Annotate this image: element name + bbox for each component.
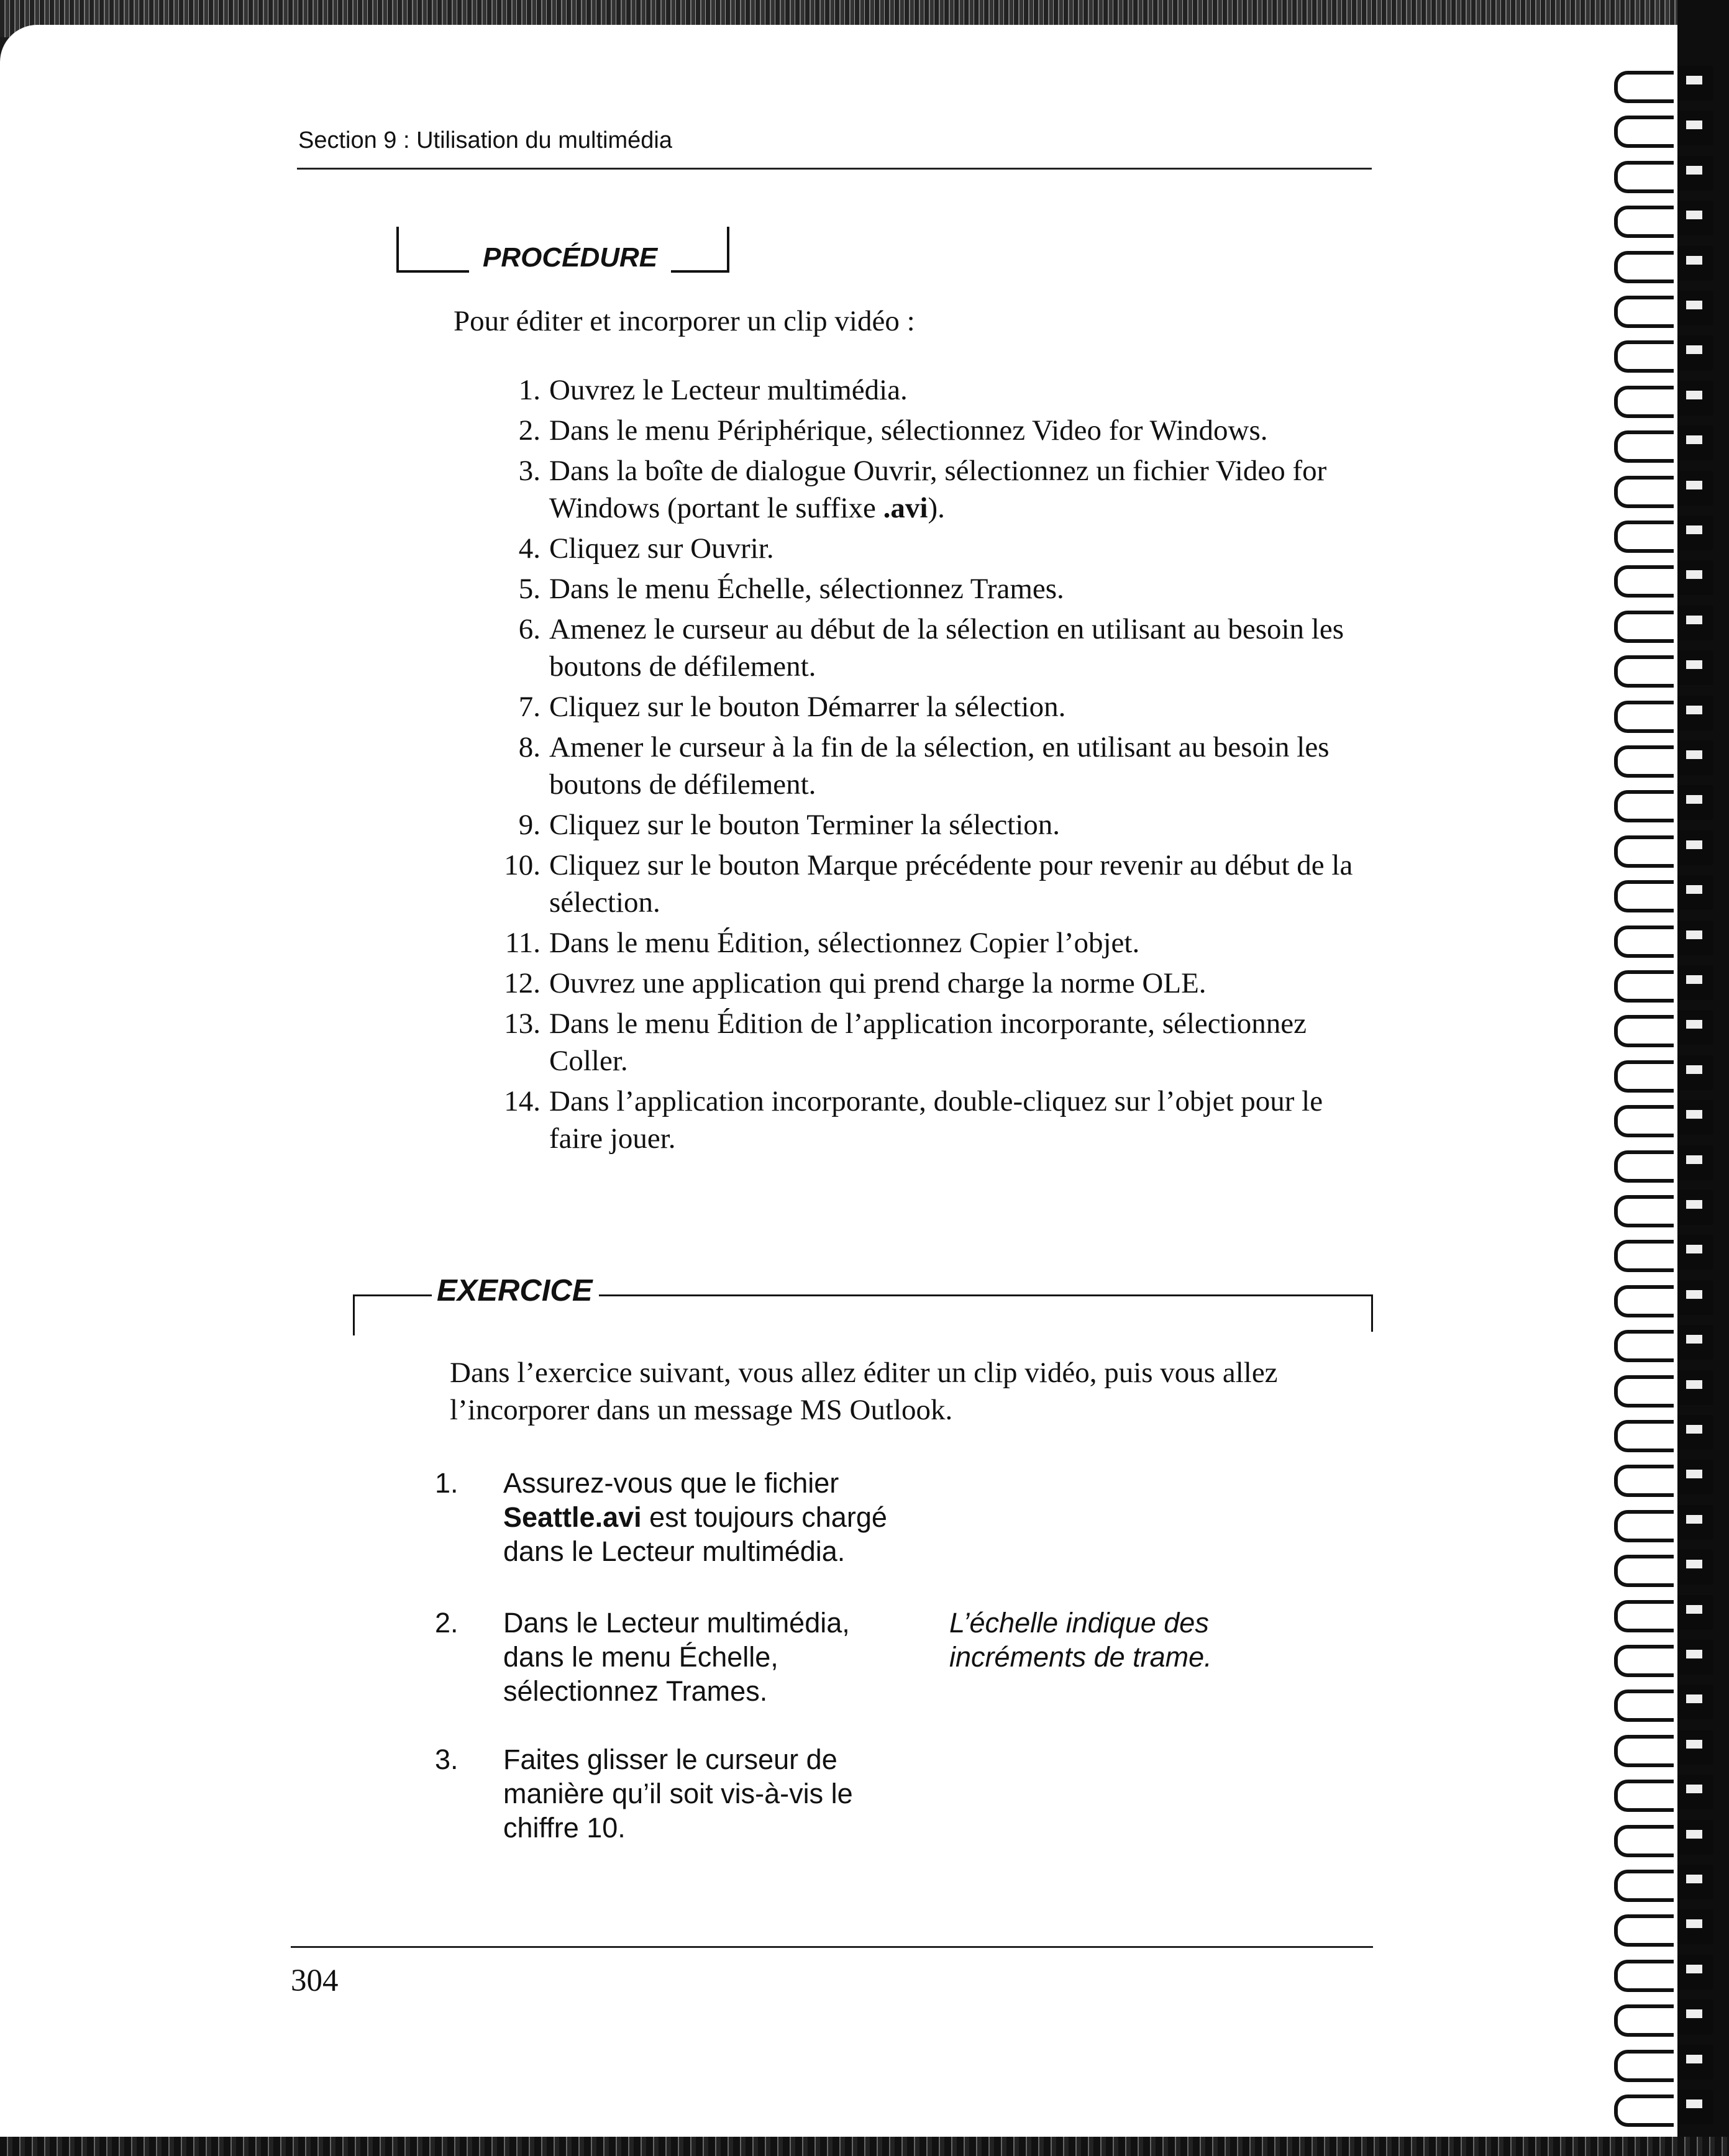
spiral-coil	[1603, 557, 1729, 601]
spiral-coil	[1603, 1501, 1729, 1546]
spiral-coil	[1603, 1861, 1729, 1906]
spiral-coil	[1603, 2041, 1729, 2086]
spiral-coil	[1603, 242, 1729, 287]
spiral-coil	[1603, 781, 1729, 826]
scan-bottom-edge	[0, 2137, 1729, 2156]
spiral-coil	[1603, 332, 1729, 376]
procedure-step: 10. Cliquez sur le bouton Marque précédente pour revenir au début de la sélection.	[504, 849, 1353, 919]
spiral-coil	[1603, 2086, 1729, 2131]
spiral-coil	[1603, 377, 1729, 422]
procedure-step: 7. Cliquez sur le bouton Démarrer la sélection.	[518, 691, 1066, 723]
procedure-title: PROCÉDURE	[469, 239, 671, 276]
spiral-coil	[1603, 1006, 1729, 1051]
spiral-coil	[1603, 467, 1729, 512]
spiral-coil	[1603, 1636, 1729, 1681]
spiral-coil	[1603, 1906, 1729, 1950]
spiral-coil	[1603, 1096, 1729, 1141]
procedure-step: 3. Dans la boîte de dialogue Ouvrir, sélectionnez un fichier Video for Windows (portant le suffixe .avi).	[518, 455, 1327, 524]
spiral-coil	[1603, 692, 1729, 737]
spiral-coil	[1603, 1771, 1729, 1816]
procedure-step: 13. Dans le menu Édition de l’application incorporante, sélectionnez Coller.	[504, 1007, 1307, 1077]
procedure-step: 8. Amener le curseur à la fin de la sélection, en utilisant au besoin les boutons de défilement.	[518, 731, 1330, 801]
section-header: Section 9 : Utilisation du multimédia	[298, 127, 672, 153]
exercise-side-note: L’échelle indique des incréments de trame.	[949, 1607, 1212, 1673]
spiral-coil	[1603, 62, 1729, 107]
exercise-intro: Dans l’exercice suivant, vous allez éditer un clip vidéo, puis vous allez l’incorporer dans un message MS Outlook.	[450, 1357, 1278, 1426]
file-extension: .avi	[883, 492, 928, 524]
spiral-coil	[1603, 1367, 1729, 1411]
spiral-coil	[1603, 197, 1729, 242]
spiral-coil	[1603, 1546, 1729, 1591]
spiral-coil	[1603, 962, 1729, 1006]
page-number: 304	[291, 1963, 339, 1998]
spiral-coil	[1603, 1186, 1729, 1231]
header-rule	[297, 168, 1372, 170]
spiral-binding	[1603, 62, 1729, 2137]
procedure-step: 6. Amenez le curseur au début de la sélection en utilisant au besoin les boutons de défilement.	[518, 613, 1344, 683]
spiral-coil	[1603, 602, 1729, 647]
procedure-step: 2. Dans le menu Périphérique, sélectionnez Video for Windows.	[518, 414, 1268, 447]
spiral-coil	[1603, 871, 1729, 916]
spiral-coil	[1603, 1456, 1729, 1501]
exercise-bracket-left	[353, 1294, 355, 1335]
spiral-coil	[1603, 1591, 1729, 1636]
spiral-coil	[1603, 512, 1729, 557]
spiral-coil	[1603, 1951, 1729, 1996]
footer-rule	[291, 1946, 1373, 1948]
procedure-intro: Pour éditer et incorporer un clip vidéo :	[454, 305, 915, 337]
exercise-bracket-right	[1371, 1294, 1373, 1332]
spiral-coil	[1603, 1816, 1729, 1861]
procedure-step: 4. Cliquez sur Ouvrir.	[518, 532, 774, 565]
spiral-coil	[1603, 737, 1729, 781]
spiral-coil	[1603, 1996, 1729, 2040]
procedure-step: 11. Dans le menu Édition, sélectionnez Copier l’objet.	[504, 927, 1140, 959]
spiral-coil	[1603, 1052, 1729, 1096]
procedure-step: 9. Cliquez sur le bouton Terminer la sélection.	[518, 809, 1061, 841]
procedure-step: 12. Ouvrez une application qui prend charge la norme OLE.	[504, 967, 1207, 999]
procedure-step: 5. Dans le menu Échelle, sélectionnez Trames.	[518, 573, 1064, 605]
spiral-coil	[1603, 107, 1729, 152]
spiral-coil	[1603, 287, 1729, 332]
spiral-coil	[1603, 1681, 1729, 1726]
spiral-coil	[1603, 917, 1729, 962]
spiral-coil	[1603, 1276, 1729, 1321]
file-name: Seattle.avi	[503, 1501, 642, 1533]
spiral-coil	[1603, 827, 1729, 871]
exercise-title: EXERCICE	[432, 1272, 599, 1309]
procedure-steps	[485, 371, 1373, 1160]
procedure-step: 1. Ouvrez le Lecteur multimédia.	[518, 374, 908, 406]
spiral-coil	[1603, 1726, 1729, 1771]
spiral-coil	[1603, 1321, 1729, 1366]
spiral-coil	[1603, 1142, 1729, 1186]
spiral-coil	[1603, 422, 1729, 466]
spiral-coil	[1603, 152, 1729, 197]
spiral-coil	[1603, 647, 1729, 691]
spiral-coil	[1603, 1231, 1729, 1276]
procedure-step: 14. Dans l’application incorporante, double-cliquez sur l’objet pour le faire jouer.	[504, 1085, 1323, 1155]
spiral-coil	[1603, 1411, 1729, 1456]
